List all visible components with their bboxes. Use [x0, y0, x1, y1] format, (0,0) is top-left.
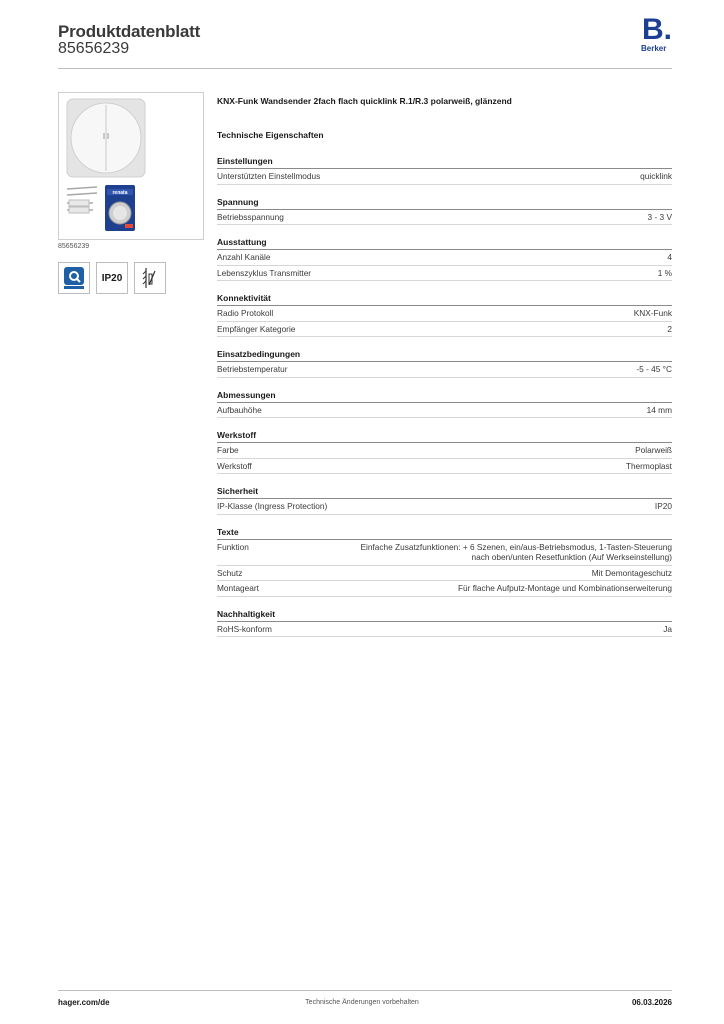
article-number: 85656239	[58, 40, 130, 57]
header-divider	[58, 68, 672, 69]
property-row	[217, 306, 672, 322]
property-value: 2	[667, 323, 672, 334]
product-illustration	[59, 93, 205, 241]
product-name: KNX-Funk Wandsender 2fach flach quicklink R.1/R.3 polarweiß, glänzend	[217, 96, 512, 106]
surface-mount-icon	[137, 265, 163, 291]
property-label: Empfänger Kategorie	[217, 323, 296, 334]
property-row	[217, 266, 672, 282]
property-label: Unterstützten Einstellmodus	[217, 171, 321, 181]
section-heading: Technische Eigenschaften	[217, 130, 324, 140]
group-title: Einsatzbedingungen	[217, 349, 672, 362]
property-label: Funktion	[217, 541, 249, 552]
footer-divider	[58, 990, 672, 991]
group-title: Nachhaltigkeit	[217, 609, 672, 622]
property-value: Polarweiß	[635, 445, 672, 455]
property-row	[217, 210, 672, 226]
footer-website-link[interactable]: hager.com/de	[58, 998, 110, 1007]
group-ausstattung	[217, 237, 672, 281]
property-value: 1 %	[657, 267, 672, 278]
property-value: IP20	[654, 501, 672, 511]
group-title: Sicherheit	[217, 486, 672, 499]
property-value: Für flache Aufputz-Montage und Kombinationserweiterung	[457, 583, 672, 593]
group-title: Spannung	[217, 197, 672, 210]
property-value: -5 - 45 °C	[636, 364, 672, 374]
property-label: Betriebsspannung	[217, 211, 284, 222]
quicklink-icon	[61, 265, 87, 291]
property-label: Betriebstemperatur	[217, 364, 288, 374]
property-label: Anzahl Kanäle	[217, 252, 271, 262]
group-title: Einstellungen	[217, 156, 672, 169]
property-value: Ja	[663, 623, 672, 634]
ip-rating-label: IP20	[101, 272, 123, 284]
logo-wordmark: Berker	[641, 44, 667, 53]
group-title: Ausstattung	[217, 237, 672, 250]
property-value: 4	[667, 252, 672, 262]
property-value: Thermoplast	[625, 460, 672, 471]
footer-date: 06.03.2026	[631, 998, 672, 1007]
mounting-badge	[134, 262, 166, 294]
product-image	[58, 92, 204, 240]
property-value: Mit Demontageschutz	[591, 567, 672, 578]
property-groups	[217, 156, 672, 637]
property-row	[217, 362, 672, 378]
group-title: Texte	[217, 527, 672, 540]
property-value: quicklink	[640, 171, 672, 181]
property-row	[217, 581, 672, 597]
footer-disclaimer: Technische Änderungen vorbehalten	[305, 999, 419, 1006]
ip-rating-badge	[96, 262, 128, 294]
property-label: Aufbauhöhe	[217, 404, 262, 415]
property-label: IP-Klasse (Ingress Protection)	[217, 501, 328, 511]
property-row	[217, 322, 672, 338]
group-title: Abmessungen	[217, 390, 672, 403]
group-title: Konnektivität	[217, 293, 672, 306]
property-label: Radio Protokoll	[217, 308, 274, 318]
property-row	[217, 459, 672, 475]
property-row	[217, 540, 672, 566]
property-label: RoHS-konform	[217, 623, 272, 634]
property-value: 14 mm	[646, 404, 672, 415]
property-row	[217, 622, 672, 638]
property-value: Einfache Zusatzfunktionen: + 6 Szenen, ein/aus-Betriebsmodus, 1-Tasten-Steuerung nach oben/unten Resetfunktion (Auf Werkseinstellung)	[360, 541, 672, 562]
berker-logo	[640, 15, 674, 55]
property-label: Farbe	[217, 445, 239, 455]
group-texte	[217, 527, 672, 597]
group-sicherheit	[217, 486, 672, 515]
group-abmessungen	[217, 390, 672, 419]
image-caption: 85656239	[58, 243, 90, 250]
property-label: Schutz	[217, 567, 243, 578]
property-row	[217, 250, 672, 266]
datasheet-content	[217, 96, 672, 637]
property-row	[217, 169, 672, 185]
group-einsatzbedingungen	[217, 349, 672, 378]
property-value: 3 - 3 V	[647, 211, 672, 222]
property-row	[217, 443, 672, 459]
logo-mark: B.	[642, 13, 672, 46]
property-label: Montageart	[217, 583, 259, 593]
battery-brand: renata	[112, 190, 128, 196]
property-row	[217, 403, 672, 419]
group-einstellungen	[217, 156, 672, 185]
feature-badges	[58, 262, 166, 294]
property-value: KNX-Funk	[633, 308, 672, 318]
group-spannung	[217, 197, 672, 226]
group-konnektivitaet	[217, 293, 672, 337]
group-title: Werkstoff	[217, 430, 672, 443]
property-row	[217, 499, 672, 515]
page-title: Produktdatenblatt	[58, 22, 201, 41]
quicklink-badge	[58, 262, 90, 294]
property-label: Lebenszyklus Transmitter	[217, 267, 312, 278]
group-nachhaltigkeit	[217, 609, 672, 638]
property-label: Werkstoff	[217, 460, 252, 471]
group-werkstoff	[217, 430, 672, 474]
property-row	[217, 566, 672, 582]
